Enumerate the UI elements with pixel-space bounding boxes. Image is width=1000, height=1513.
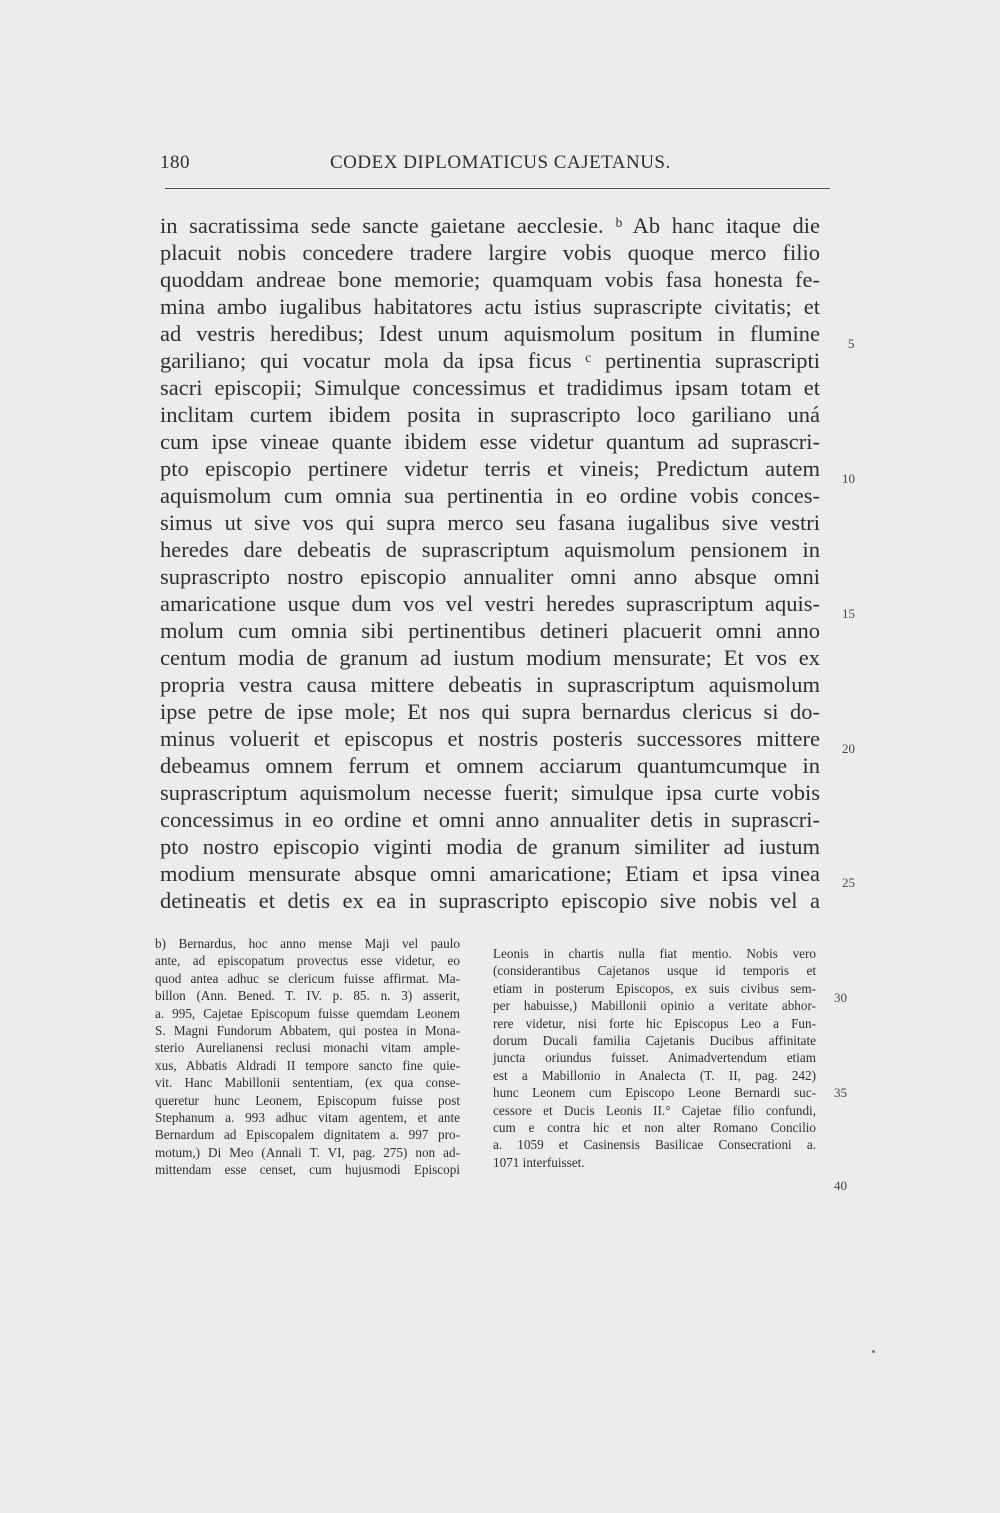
- footnote-line: Bernardum ad Episcopalem dignitatem a. 997 pro-: [155, 1127, 460, 1143]
- text-line: pto episcopio pertinere videtur terris et vineis; Predictum autem: [160, 456, 820, 481]
- text-line: in sacratissima sede sancte gaietane aecclesie. ᵇ Ab hanc itaque die: [160, 213, 820, 238]
- text-line: amaricatione usque dum vos vel vestri heredes suprascriptum aquis-: [160, 591, 820, 616]
- footnote-line: ante, ad episcopatum provectus esse videtur, eo: [155, 953, 460, 969]
- text-line: ipse petre de ipse mole; Et nos qui supra bernardus clericus si do-: [160, 699, 820, 724]
- footnote-line: est a Mabillonio in Analecta (T. II, pag. 242): [493, 1067, 816, 1083]
- footnote-line: 1071 interfuisset.: [493, 1154, 585, 1170]
- footnote-line: motum,) Di Meo (Annali T. VI, pag. 275) non ad-: [155, 1144, 460, 1160]
- paper-speck: [872, 1350, 875, 1353]
- text-line: debeamus omnem ferrum et omnem acciarum quantumcumque in: [160, 753, 820, 778]
- text-line: heredes dare debeatis de suprascriptum aquismolum pensionem in: [160, 537, 820, 562]
- text-line: cum ipse vineae quante ibidem esse videtur quantum ad suprascri-: [160, 429, 820, 454]
- footnote-line: cum e contra hic et non alter Romano Concilio: [493, 1119, 816, 1135]
- footnote-line: vit. Hanc Mabillonii sententiam, (ex qua conse-: [155, 1075, 460, 1091]
- footnote-line: billon (Ann. Bened. T. IV. p. 85. n. 3) asserit,: [155, 988, 460, 1004]
- text-line: aquismolum cum omnia sua pertinentia in eo ordine vobis conces-: [160, 483, 820, 508]
- text-line: quoddam andreae bone memorie; quamquam vobis fasa honesta fe-: [160, 267, 820, 292]
- footnote-line: a. 995, Cajetae Episcopum fuisse quemdam Leonem: [155, 1005, 460, 1021]
- footnote-line: quod antea adhuc se clericum fuisse affirmat. Ma-: [155, 970, 460, 986]
- page-number: 180: [160, 152, 190, 173]
- line-number: 30: [834, 990, 847, 1005]
- text-line: inclitam curtem ibidem posita in suprascripto loco gariliano uná: [160, 402, 820, 427]
- text-line: gariliano; qui vocatur mola da ipsa ficus ᶜ pertinentia suprascripti: [160, 348, 820, 373]
- line-number: 15: [842, 606, 855, 621]
- text-line: centum modia de granum ad iustum modium mensurate; Et vos ex: [160, 645, 820, 670]
- text-line: molum cum omnia sibi pertinentibus detineri placuerit omni anno: [160, 618, 820, 643]
- footnote-column-left: [155, 935, 460, 1178]
- footnote-line: per habuisse,) Mabillonii opinio a veritate abhor-: [493, 998, 816, 1014]
- footnote-line: juncta oriundus fuisset. Animadvertendum etiam: [493, 1050, 816, 1066]
- text-line: concessimus in eo ordine et omni anno annualiter detis in suprascri-: [160, 807, 820, 832]
- footnote-line: rere videtur, nisi forte hic Episcopus Leo a Fun-: [493, 1015, 816, 1031]
- running-title: CODEX DIPLOMATICUS CAJETANUS.: [330, 152, 671, 173]
- footnote-line: etiam in posterum Episcopos, ex suis civibus sem-: [493, 980, 816, 996]
- footnote-column-right: [493, 945, 816, 1171]
- text-line: mina ambo iugalibus habitatores actu istius suprascripte civitatis; et: [160, 294, 820, 319]
- footnote-line: Stephanum a. 993 adhuc vitam agentem, et ante: [155, 1109, 460, 1125]
- footnote-line: (considerantibus Cajetanos usque id temporis et: [493, 963, 816, 979]
- footnote-line: xus, Abbatis Aldradi II tempore sancto fine quie-: [155, 1057, 460, 1073]
- line-number: 10: [842, 471, 855, 486]
- footnote-line: sterio Aurelianensi reclusi monachi vitam ample-: [155, 1040, 460, 1056]
- text-line: suprascripto nostro episcopio annualiter omni anno absque omni: [160, 564, 820, 589]
- footnote-line: dorum Ducali familia Cajetanis Ducibus affinitate: [493, 1032, 816, 1048]
- footnote-line: a. 1059 et Casinensis Basilicae Consecrationi a.: [493, 1137, 816, 1153]
- header-rule: [165, 188, 830, 189]
- text-line: suprascriptum aquismolum necesse fuerit; simulque ipsa curte vobis: [160, 780, 820, 805]
- footnote-line: cessore et Ducis Leonis II.° Cajetae filio confundi,: [493, 1102, 816, 1118]
- text-line: simus ut sive vos qui supra merco seu fasana iugalibus sive vestri: [160, 510, 820, 535]
- text-line: ad vestris heredibus; Idest unum aquismolum positum in flumine: [160, 321, 820, 346]
- line-number: 5: [848, 336, 855, 351]
- text-line: propria vestra causa mittere debeatis in suprascriptum aquismolum: [160, 672, 820, 697]
- footnote-line: hunc Leonem cum Episcopo Leone Bernardi suc-: [493, 1085, 816, 1101]
- text-line: placuit nobis concedere tradere largire vobis quoque merco filio: [160, 240, 820, 265]
- footnote-line: b) Bernardus, hoc anno mense Maji vel paulo: [155, 936, 460, 951]
- line-number: 35: [834, 1085, 847, 1100]
- text-line: pto nostro episcopio viginti modia de granum similiter ad iustum: [160, 834, 820, 859]
- page-header: [160, 152, 830, 184]
- line-number: 40: [834, 1178, 847, 1193]
- footnote-line: S. Magni Fundorum Abbatem, qui postea in Mona-: [155, 1022, 460, 1038]
- footnote-line: Leonis in chartis nulla fiat mentio. Nobis vero: [493, 946, 816, 961]
- footnote-line: mittendam esse censet, cum hujusmodi Episcopi: [155, 1162, 460, 1178]
- text-line: detineatis et detis ex ea in suprascripto episcopio sive nobis vel a: [160, 888, 820, 913]
- text-line: modium mensurate absque omni amaricatione; Etiam et ipsa vinea: [160, 861, 820, 886]
- line-number: 25: [842, 875, 855, 890]
- footnote-line: queretur hunc Leonem, Episcopum fuisse post: [155, 1092, 460, 1108]
- text-line: sacri episcopii; Simulque concessimus et tradidimus ipsam totam et: [160, 375, 820, 400]
- text-line: minus voluerit et episcopus et nostris posteris successores mittere: [160, 726, 820, 751]
- line-number: 20: [842, 741, 855, 756]
